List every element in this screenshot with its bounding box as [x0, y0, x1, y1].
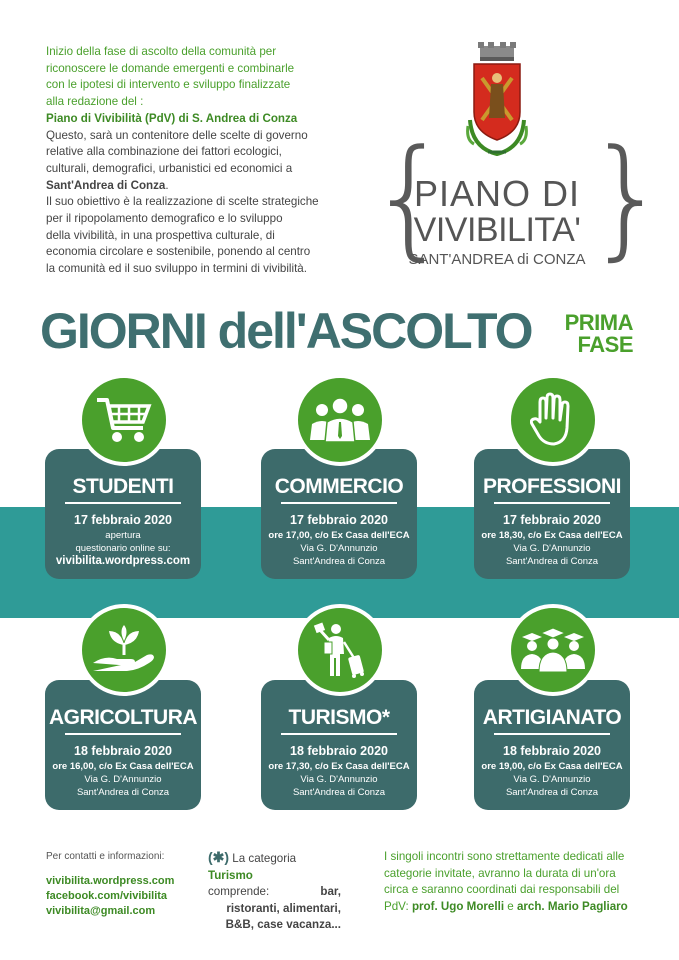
contacts-heading: Per contatti e informazioni:: [46, 851, 165, 862]
closing-line: I singoli incontri sono strettamente dedicati alle: [384, 850, 625, 863]
closing-line: categorie invitate, avranno la durata di un'ora: [384, 866, 616, 880]
coordinator-2: arch. Mario Pagliaro: [516, 900, 628, 914]
plant-in-hand-icon: [91, 625, 157, 675]
card-street: Via G. D'Annunzio: [84, 774, 162, 785]
card-date: 18 febbraio 2020: [74, 744, 172, 758]
phase-label-line1: PRIMA: [564, 310, 633, 335]
card-turismo: [261, 680, 417, 810]
card-divider: [281, 733, 397, 735]
town-crest-icon: [452, 40, 542, 165]
plan-logo-line3: SANT'ANDREA di CONZA: [408, 251, 586, 268]
phase-label-line2: FASE: [577, 332, 633, 357]
card-website-link[interactable]: vivibilita.wordpress.com: [55, 555, 191, 567]
intro-line: riconoscere le domande emergenti e combinarle: [46, 61, 295, 75]
card-date: 17 febbraio 2020: [503, 513, 601, 527]
intro-line: Il suo obiettivo è la realizzazione di scelte strategiche: [46, 195, 319, 209]
facebook-link[interactable]: facebook.com/vivibilita: [46, 890, 168, 902]
hand-icon: [530, 392, 576, 448]
closing-note: [384, 849, 634, 916]
intro-line: alla redazione del :: [46, 95, 144, 109]
graduates-icon: [518, 627, 588, 673]
card-detail: [45, 760, 201, 799]
closing-connector: e: [504, 900, 517, 914]
note-items2: ristoranti, alimentari,: [226, 901, 341, 915]
card-professioni: [474, 449, 630, 579]
card-date: 18 febbraio 2020: [290, 744, 388, 758]
card-detail-line: apertura: [105, 530, 141, 541]
card-divider: [281, 502, 397, 504]
icon-circle-artigianato: [507, 604, 599, 696]
card-time: ore 18,30, c/o Ex Casa dell'ECA: [481, 530, 623, 541]
note-items3: B&B, case vacanza...: [225, 918, 341, 931]
card-title: ARTIGIANATO: [482, 706, 622, 729]
card-detail: [261, 529, 417, 568]
intro-line: con le ipotesi di intervento e sviluppo finalizzate: [46, 78, 291, 92]
intro-line: per il ripopolamento demografico e lo sviluppo: [46, 212, 283, 226]
card-studenti: [45, 449, 201, 579]
shopping-cart-icon: [95, 394, 153, 446]
card-street: Via G. D'Annunzio: [300, 774, 378, 785]
card-title: COMMERCIO: [274, 475, 404, 498]
asterisk-mark: (✱): [208, 849, 230, 865]
card-title: AGRICOLTURA: [48, 706, 198, 729]
card-time: ore 19,00, c/o Ex Casa dell'ECA: [481, 761, 623, 772]
card-divider: [494, 502, 610, 504]
icon-circle-professioni: [507, 374, 599, 466]
intro-place-punct: .: [165, 178, 169, 192]
card-title: STUDENTI: [72, 475, 174, 498]
right-brace: }: [586, 121, 669, 273]
note-category: Turismo: [208, 868, 253, 882]
card-date: 18 febbraio 2020: [503, 744, 601, 758]
intro-text: [46, 44, 331, 278]
plan-logo-line1: PIANO DI: [413, 173, 581, 214]
card-street: Via G. D'Annunzio: [513, 543, 591, 554]
note-items1: bar,: [320, 885, 341, 898]
card-time: ore 17,00, c/o Ex Casa dell'ECA: [268, 530, 410, 541]
card-time: ore 16,00, c/o Ex Casa dell'ECA: [52, 761, 194, 772]
closing-line: circa e saranno coordinati dai responsabili del: [384, 883, 620, 897]
note-line2: comprende:: [208, 885, 321, 898]
card-divider: [494, 733, 610, 735]
people-group-icon: [308, 396, 372, 444]
plan-logo-title: [402, 173, 592, 270]
coordinator-1: prof. Ugo Morelli: [411, 900, 505, 914]
email-link[interactable]: vivibilita@gmail.com: [46, 905, 156, 917]
icon-circle-turismo: [294, 604, 386, 696]
closing-prefix: PdV:: [384, 900, 412, 914]
card-title: TURISMO*: [288, 706, 390, 729]
card-title: PROFESSIONI: [482, 475, 622, 498]
card-divider: [65, 502, 181, 504]
card-street: Via G. D'Annunzio: [513, 774, 591, 785]
phase-label: [553, 312, 633, 356]
card-commercio: [261, 449, 417, 579]
left-brace: {: [368, 121, 451, 273]
card-divider: [65, 733, 181, 735]
card-street: Via G. D'Annunzio: [300, 543, 378, 554]
intro-line: culturali, demografici, urbanistici ed economici a: [46, 161, 293, 175]
card-date: 17 febbraio 2020: [74, 513, 172, 527]
website-link[interactable]: vivibilita.wordpress.com: [46, 875, 175, 887]
card-artigianato: [474, 680, 630, 810]
intro-line: la comunità ed il suo sviluppo in termini di vivibilità.: [46, 262, 307, 276]
card-detail: [45, 529, 201, 568]
card-agricoltura: [45, 680, 201, 810]
intro-line: della vivibilità, in una prospettiva culturale, di: [46, 228, 275, 242]
intro-line: Questo, sarà un contenitore delle scelte di governo: [46, 128, 308, 142]
main-headline: GIORNI dell'ASCOLTO: [40, 303, 532, 359]
logo-block: [368, 40, 669, 280]
contacts-block: [46, 851, 174, 919]
icon-circle-agricoltura: [78, 604, 170, 696]
card-date: 17 febbraio 2020: [290, 513, 388, 527]
card-detail: [474, 529, 630, 568]
card-town: Sant'Andrea di Conza: [505, 556, 599, 567]
tourist-icon: [312, 620, 368, 680]
card-detail: [474, 760, 630, 799]
intro-line: economia circolare e sostenibile, ponendo al centro: [46, 245, 311, 259]
card-town: Sant'Andrea di Conza: [292, 556, 386, 567]
intro-place: Sant'Andrea di Conza: [46, 178, 166, 192]
card-time: ore 17,30, c/o Ex Casa dell'ECA: [268, 761, 410, 772]
card-town: Sant'Andrea di Conza: [76, 787, 170, 798]
intro-line: relative alla combinazione dei fattori ecologici,: [46, 145, 282, 159]
intro-line: Inizio della fase di ascolto della comunità per: [46, 45, 277, 58]
plan-logo-line2: VIVIBILITA': [413, 211, 581, 249]
icon-circle-studenti: [78, 374, 170, 466]
note-prefix: La categoria: [229, 852, 297, 865]
card-detail-line: questionario online su:: [75, 543, 171, 554]
intro-plan-name: Piano di Vivibilità (PdV) di S. Andrea di Conza: [46, 111, 298, 125]
card-town: Sant'Andrea di Conza: [505, 787, 599, 798]
card-detail: [261, 760, 417, 799]
icon-circle-commercio: [294, 374, 386, 466]
turismo-note: [208, 849, 341, 934]
card-town: Sant'Andrea di Conza: [292, 787, 386, 798]
